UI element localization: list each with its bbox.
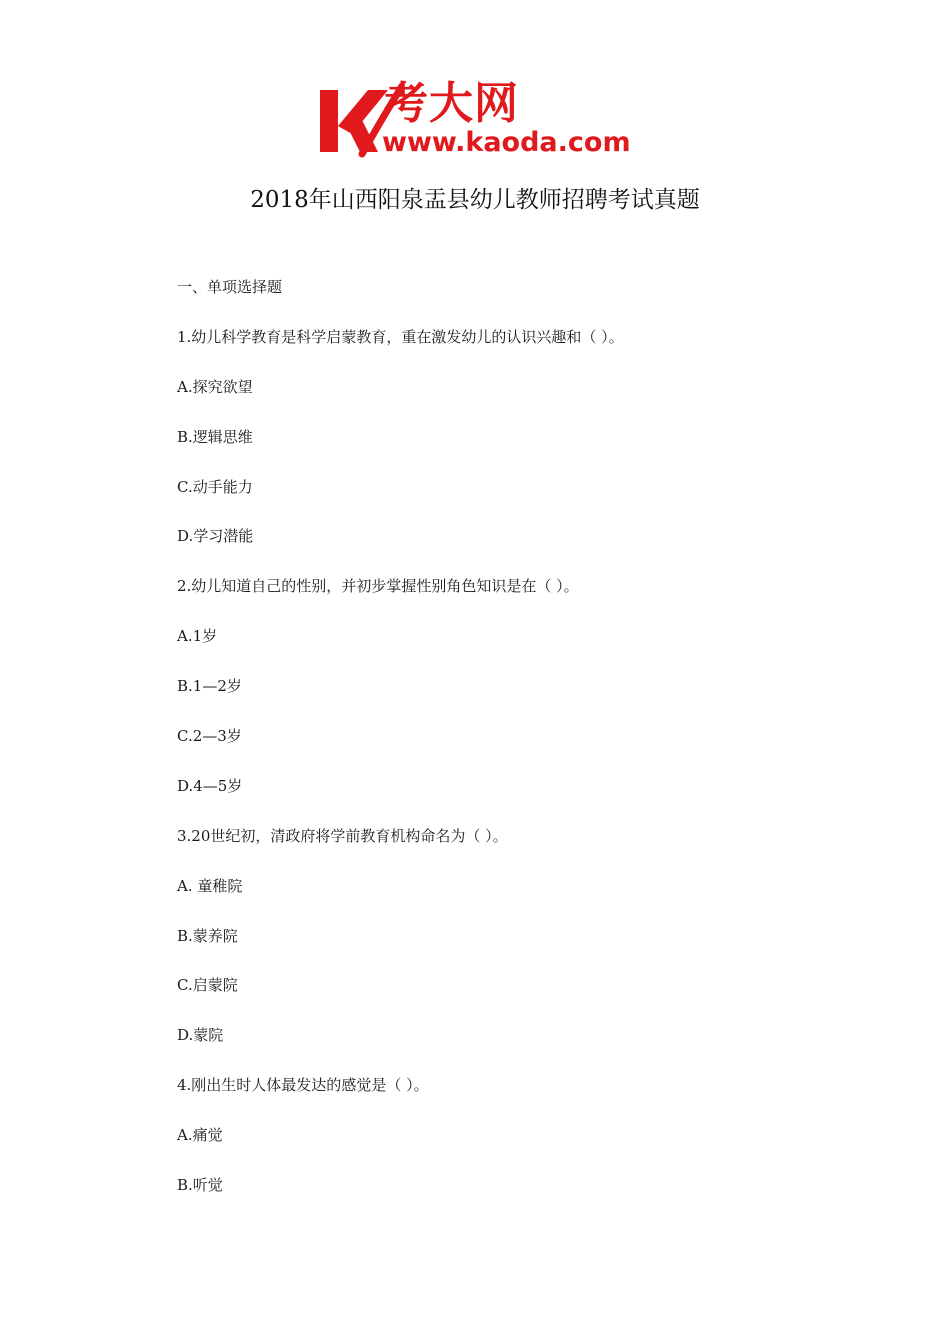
question-2-option-d: D.4—5岁 — [177, 776, 243, 795]
question-2-option-a: A.1岁 — [177, 627, 218, 646]
document-body — [177, 275, 877, 1223]
question-4: 4.刚出生时人体最发达的感觉是（ ）。 — [177, 1076, 429, 1095]
question-1: 1.幼儿科学教育是科学启蒙教育，重在激发幼儿的认识兴趣和（ ）。 — [177, 327, 624, 346]
section-heading: 一、单项选择题 — [177, 278, 283, 296]
question-3-option-c: C.启蒙院 — [177, 976, 238, 995]
kaoda-logo — [318, 80, 638, 162]
question-2-option-c: C.2—3岁 — [177, 727, 242, 746]
question-1-option-a: A.探究欲望 — [177, 377, 253, 396]
question-4-option-a: A.痛觉 — [177, 1126, 223, 1145]
question-1-option-c: C.动手能力 — [177, 477, 253, 496]
question-4-option-b: B.听觉 — [177, 1176, 223, 1195]
question-3-option-b: B.蒙养院 — [177, 926, 238, 945]
logo-brand-url: www.kaoda.com — [382, 127, 631, 158]
question-2-option-b: B.1—2岁 — [177, 677, 242, 696]
question-2: 2.幼儿知道自己的性别，并初步掌握性别角色知识是在（ ）。 — [177, 577, 579, 596]
question-1-option-d: D.学习潜能 — [177, 527, 254, 546]
logo-brand-cn: 考大网 — [384, 78, 519, 129]
question-3-option-d: D.蒙院 — [177, 1026, 224, 1045]
document-title: 2018年山西阳泉盂县幼儿教师招聘考试真题 — [250, 187, 700, 213]
question-3-option-a: A. 童稚院 — [177, 876, 243, 895]
question-1-option-b: B.逻辑思维 — [177, 427, 253, 446]
question-3: 3.20世纪初，清政府将学前教育机构命名为（ ）。 — [177, 826, 508, 845]
